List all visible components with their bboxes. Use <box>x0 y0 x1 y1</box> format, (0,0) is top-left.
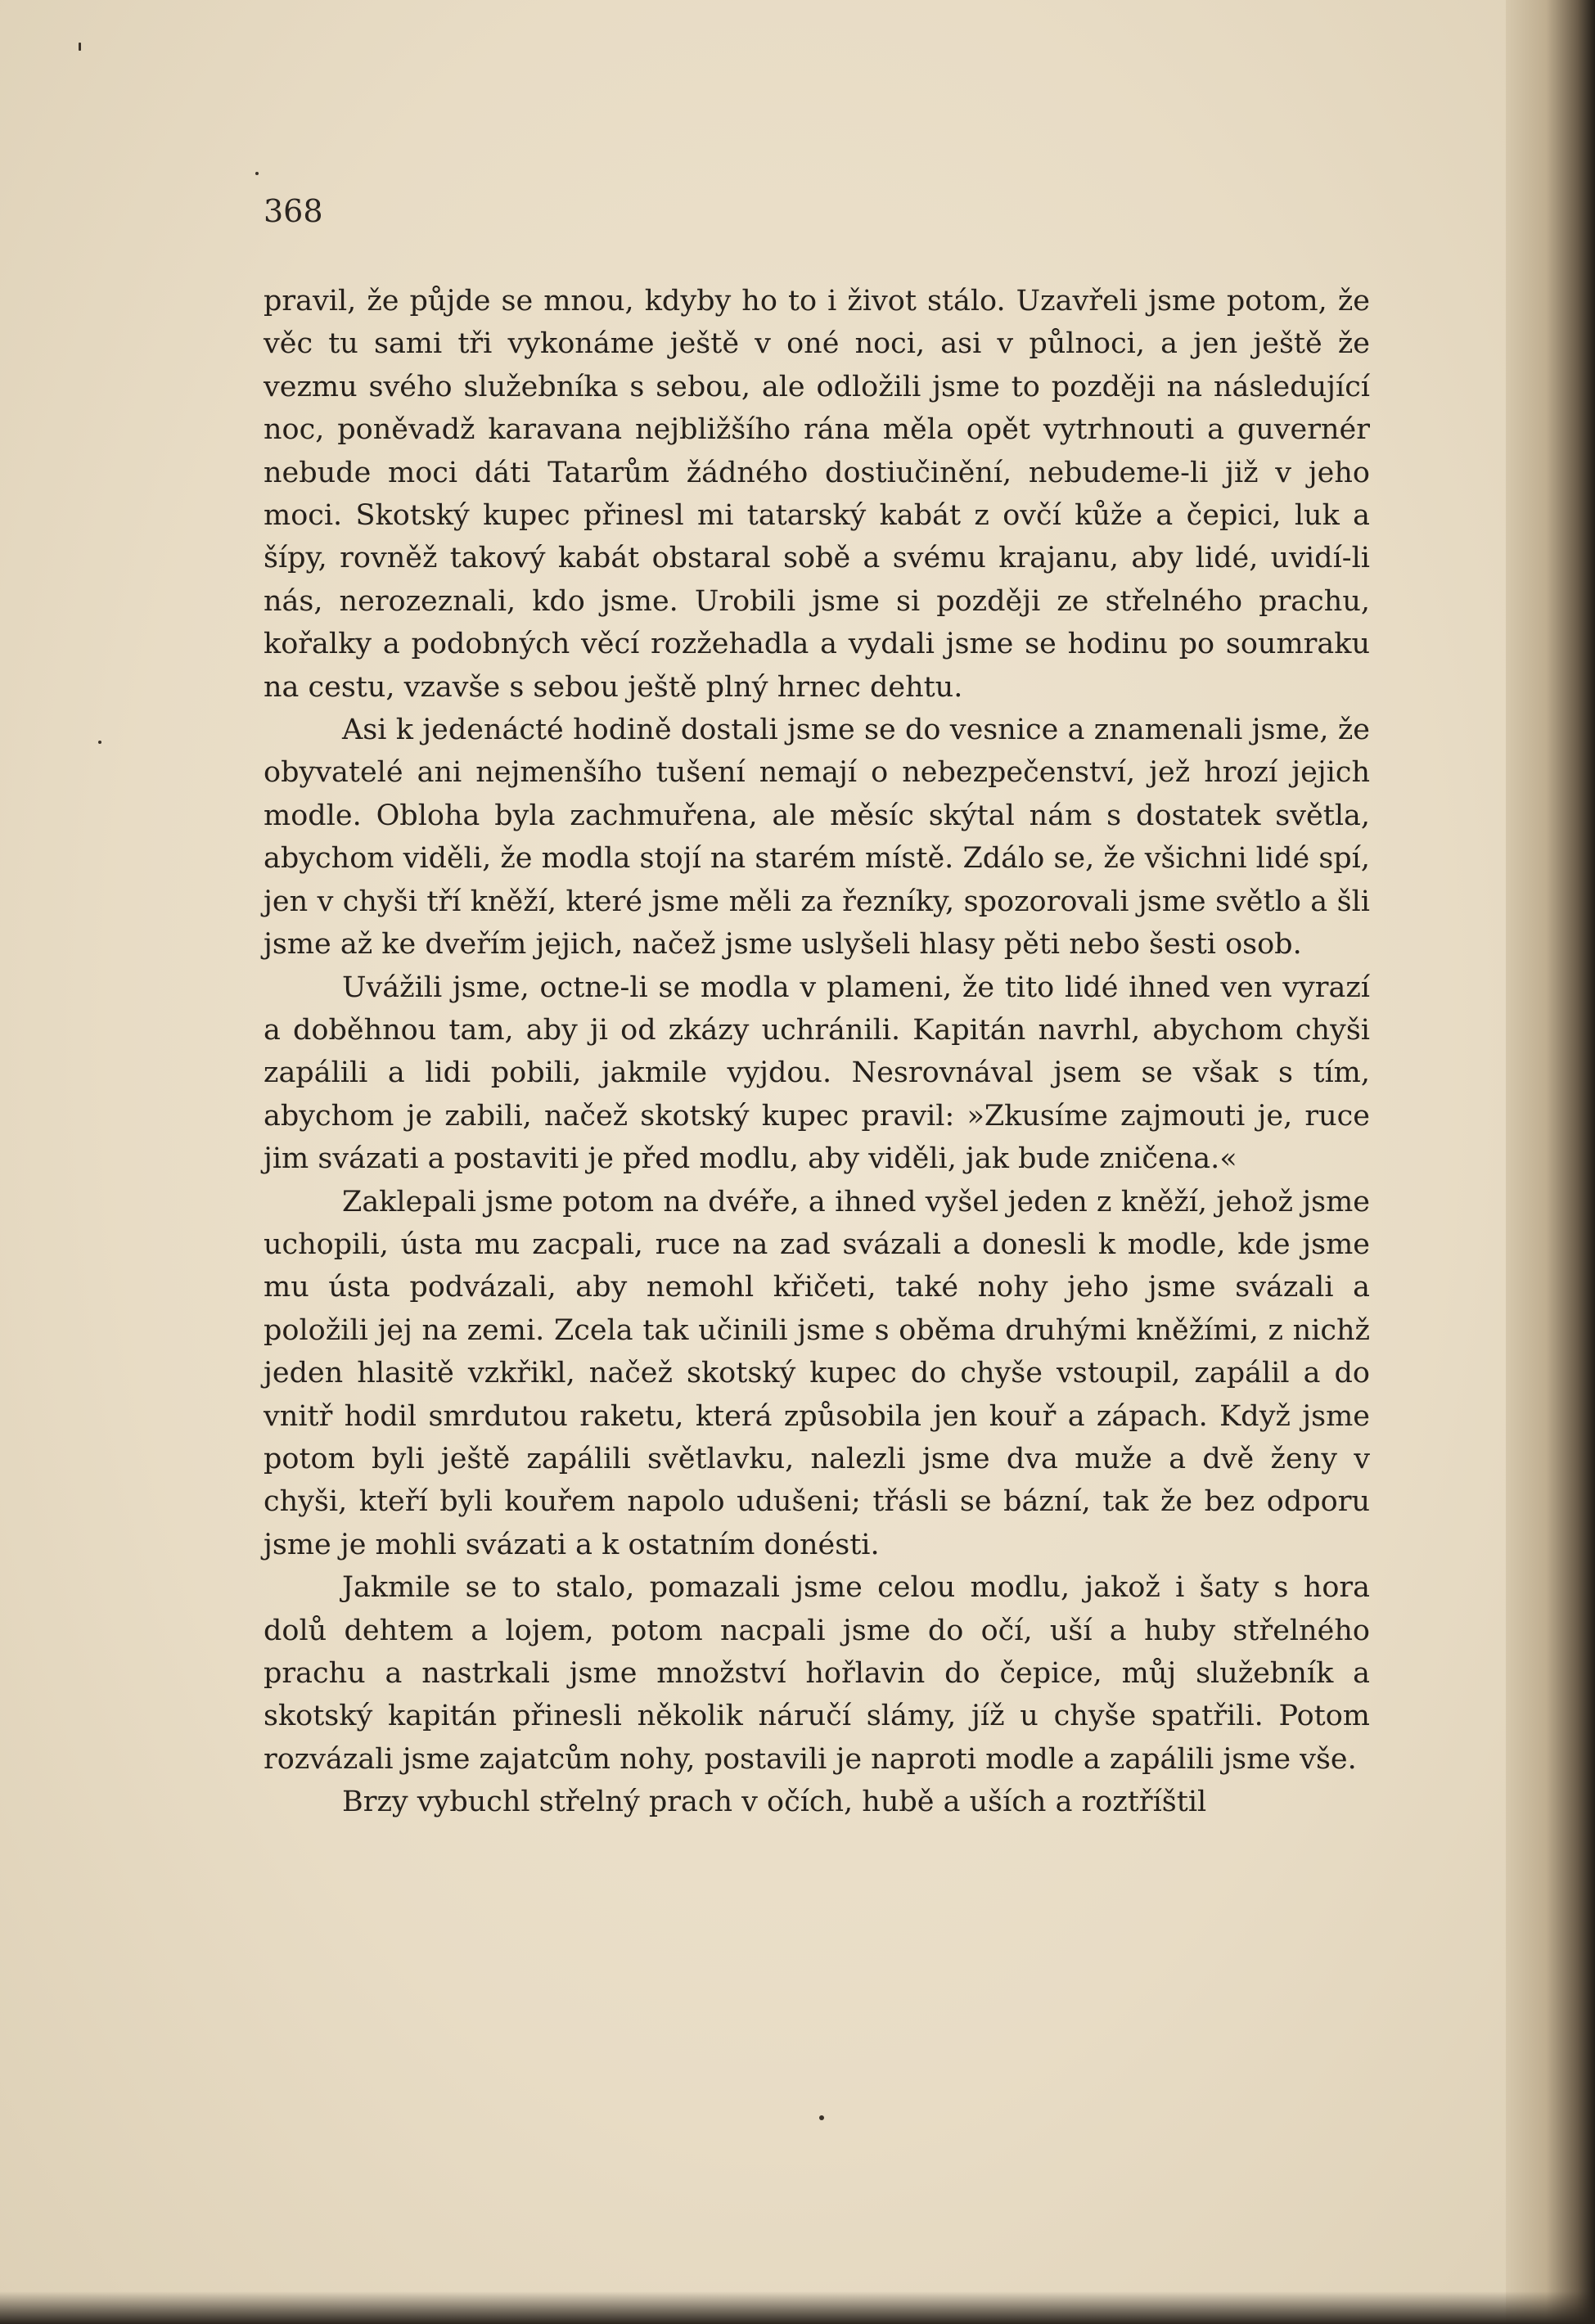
page-bottom-shadow <box>0 2291 1595 2324</box>
ink-speck <box>819 2115 824 2120</box>
ink-speck <box>79 43 81 51</box>
ink-speck <box>98 741 101 744</box>
paragraph-5: Jakmile se to stalo, pomazali jsme celou modlu, jakož i šaty s hora dolů dehtem a lojem, potom nacpali jsme do očí, uší a huby střelného prachu a nastrkali jsme množství hořlavin do čepice, můj služebník a skotský kapitán přinesli několik náručí slámy, jíž u chyše spatřili. Potom rozvázali jsme zajatcům nohy, postavili je naproti modle a zapálili jsme vše. <box>264 1571 1370 1776</box>
paragraph-4: Zaklepali jsme potom na dvéře, a ihned vyšel jeden z kněží, jehož jsme uchopili, ústa mu zacpali, ruce na zad svázali a donesli k modle, kde jsme mu ústa podvázali, aby nemohl křičeti, také nohy jeho jsme svázali a položili jej na zemi. Zcela tak učinili jsme s oběma druhými kněžími, z nichž jeden hlasitě vzkřikl, načež skotský kupec do chyše vstoupil, zapálil a do vnitř hodil smrdutou raketu, která způsobila jen kouř a zápach. Když jsme potom byli ještě zapálili světlavku, nalezli jsme dva muže a dvě ženy v chyši, kteří byli kouřem napolo udušeni; třásli se bázní, tak že bez odporu jsme je mohli svázati a k ostatním donésti. <box>264 1185 1370 1561</box>
paragraph-6: Brzy vybuchl střelný prach v očích, hubě a uších a roztříštil <box>342 1786 1207 1819</box>
ink-speck <box>255 172 259 175</box>
paragraph-2: Asi k jedenácté hodině dostali jsme se do vesnice a znamenali jsme, že obyvatelé ani nejmenšího tušení nemají o nebezpečenství, jež hrozí jejich modle. Obloha byla zachmuřena, ale měsíc skýtal nám s dostatek světla, abychom viděli, že modla stojí na starém místě. Zdálo se, že všichni lidé spí, jen v chyši tří kněží, které jsme měli za řezníky, spozorovali jsme světlo a šli jsme až ke dveřím jejich, načež jsme uslyšeli hlasy pěti nebo šesti osob. <box>264 714 1370 962</box>
page-number: 368 <box>264 193 323 229</box>
body-text <box>264 280 1370 1824</box>
paragraph-3: Uvážili jsme, octne-li se modla v plameni, že tito lidé ihned ven vyrazí a doběhnou tam, aby ji od zkázy uchránili. Kapitán navrhl, abychom chyši zapálili a lidi pobili, jakmile vyjdou. Nesrovnával jsem se však s tím, abychom je zabili, načež skotský kupec pravil: »Zkusíme zajmouti je, ruce jim svázati a postaviti je před modlu, aby viděli, jak bude zničena.« <box>264 971 1370 1176</box>
book-gutter-shadow <box>1506 0 1595 2324</box>
paragraph-1: pravil, že půjde se mnou, kdyby ho to i život stálo. Uzavřeli jsme potom, že věc tu sami tři vykonáme ještě v oné noci, asi v půlnoci, a jen ještě že vezmu svého služebníka s sebou, ale odložili jsme to později na následující noc, poněvadž karavana nejbližšího rána měla opět vytrhnouti a guvernér nebude moci dáti Tatarům žádného dostiučinění, nebudeme-li již v jeho moci. Skotský kupec přinesl mi tatarský kabát z ovčí kůže a čepici, luk a šípy, rovněž takový kabát obstaral sobě a svému krajanu, aby lidé, uvidí-li nás, nerozeznali, kdo jsme. Urobili jsme si později ze střelného prachu, kořalky a podobných věcí rozžehadla a vydali jsme se hodinu po soumraku na cestu, vzavše s sebou ještě plný hrnec dehtu. <box>264 285 1370 704</box>
